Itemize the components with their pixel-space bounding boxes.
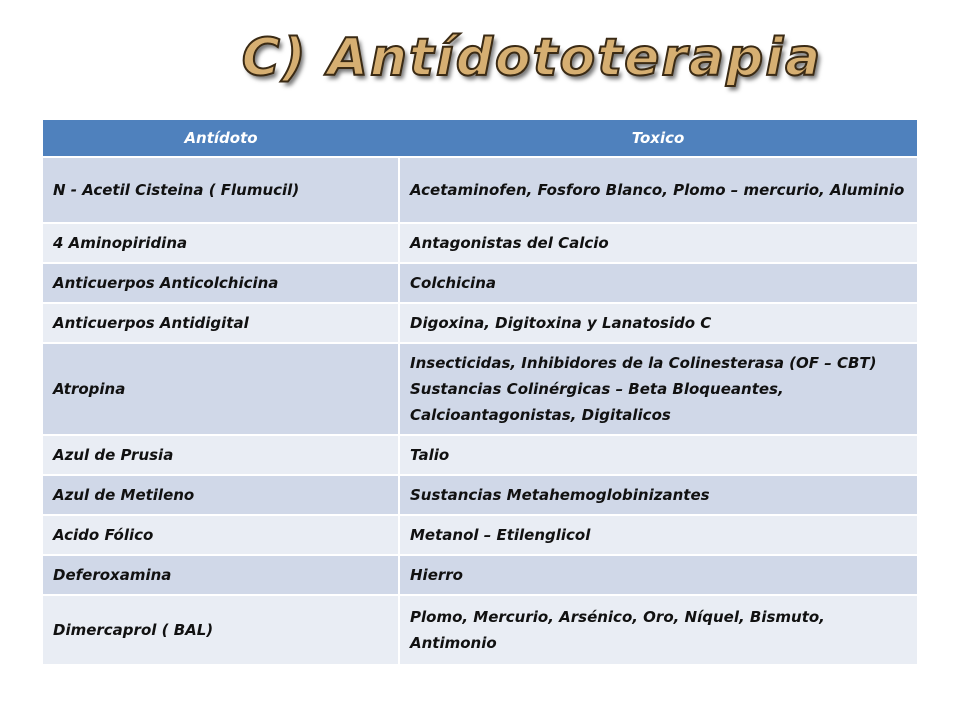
column-header-toxico: Toxico — [399, 120, 917, 157]
table-row — [43, 303, 917, 343]
toxic-cell: Sustancias Metahemoglobinizantes — [399, 475, 917, 515]
toxic-cell: Insecticidas, Inhibidores de la Colinesterasa (OF – CBT) Sustancias Colinérgicas – Beta Bloqueantes, Calcioantagonistas, Digitalicos — [399, 343, 917, 435]
antidote-cell: Atropina — [43, 343, 399, 435]
table-row — [43, 515, 917, 555]
table-header-row — [43, 120, 917, 157]
slide-title-text: C) Antídototerapia — [241, 28, 823, 88]
table-row — [43, 475, 917, 515]
toxic-cell: Acetaminofen, Fosforo Blanco, Plomo – mercurio, Aluminio — [399, 157, 917, 223]
antidote-cell: Azul de Prusia — [43, 435, 399, 475]
toxic-cell: Talio — [399, 435, 917, 475]
column-header-antidoto: Antídoto — [43, 120, 399, 157]
toxic-cell: Digoxina, Digitoxina y Lanatosido C — [399, 303, 917, 343]
table-row — [43, 157, 917, 223]
antidote-cell: 4 Aminopiridina — [43, 223, 399, 263]
antidote-cell: Dimercaprol ( BAL) — [43, 595, 399, 665]
table-row — [43, 435, 917, 475]
antidote-cell: N - Acetil Cisteina ( Flumucil) — [43, 157, 399, 223]
table-row — [43, 343, 917, 435]
antidote-cell: Anticuerpos Anticolchicina — [43, 263, 399, 303]
antidote-cell: Anticuerpos Antidigital — [43, 303, 399, 343]
table-row — [43, 555, 917, 595]
toxic-cell: Hierro — [399, 555, 917, 595]
toxic-cell: Antagonistas del Calcio — [399, 223, 917, 263]
table-row — [43, 223, 917, 263]
antidote-cell: Azul de Metileno — [43, 475, 399, 515]
slide-title — [0, 28, 960, 108]
table-row — [43, 263, 917, 303]
toxic-cell: Colchicina — [399, 263, 917, 303]
antidote-cell: Acido Fólico — [43, 515, 399, 555]
antidote-table — [43, 120, 917, 666]
toxic-cell: Metanol – Etilenglicol — [399, 515, 917, 555]
table-row — [43, 595, 917, 665]
antidote-cell: Deferoxamina — [43, 555, 399, 595]
toxic-cell: Plomo, Mercurio, Arsénico, Oro, Níquel, Bismuto, Antimonio — [399, 595, 917, 665]
